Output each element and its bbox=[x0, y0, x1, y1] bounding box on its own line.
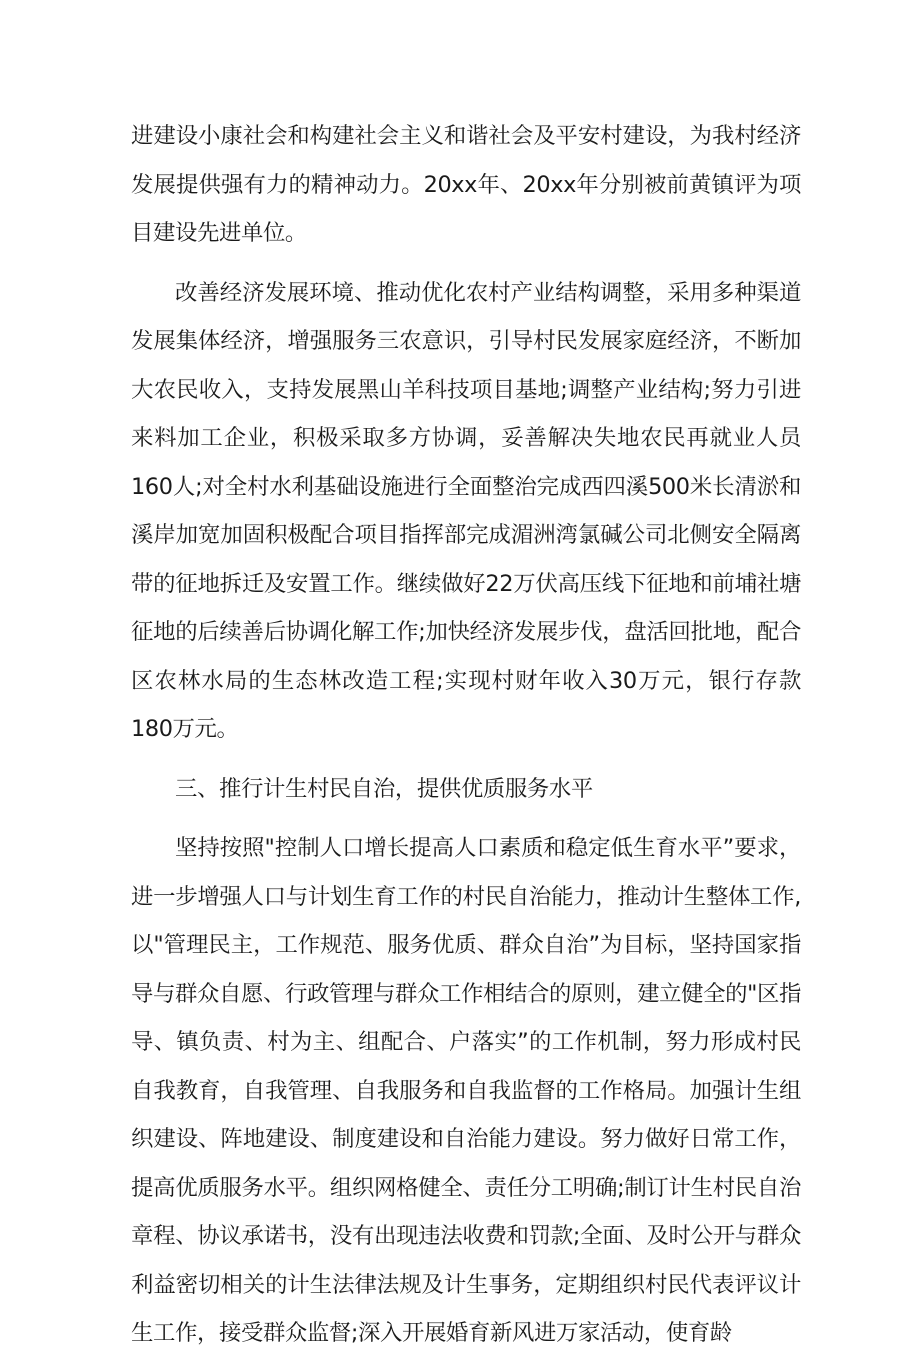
paragraph-family-planning: 坚持按照"控制人口增长提高人口素质和稳定低生育水平”要求，进一步增强人口与计划生育工作的村民自治能力，推动计生整体工作,以"管理民主，工作规范、服务优质、群众自治”为目标，坚持国家指导与群众自愿、行政管理与群众工作相结合的原则，建立健全的"区指导、镇负责、村为主、组配合、户落实”的工作机制，努力形成村民自我教育，自我管理、自我服务和自我监督的工作格局。加强计生组织建设、阵地建设、制度建设和自治能力建设。努力做好日常工作，提高优质服务水平。组织网格健全、责任分工明确;制订计生村民自治章程、协议承诺书，没有出现违法收费和罚款;全面、及时公开与群众利益密切相关的计生法律法规及计生事务，定期组织村民代表评议计生工作，接受群众监督;深入开展婚育新风进万家活动，使育龄 bbox=[131, 835, 801, 1346]
paragraph-continuation: 进建设小康社会和构建社会主义和谐社会及平安村建设，为我村经济发展提供强有力的精神动力。20xx年、20xx年分别被前黄镇评为项目建设先进单位。 bbox=[131, 123, 801, 246]
document-body bbox=[131, 112, 801, 1369]
paragraph-economic-development: 改善经济发展环境、推动优化农村产业结构调整，采用多种渠道发展集体经济，增强服务三农意识，引导村民发展家庭经济，不断加大农民收入，支持发展黑山羊科技项目基地;调整产业结构;努力引进来料加工企业，积极采取多方协调，妥善解决失地农民再就业人员160人;对全村水利基础设施进行全面整治完成西四溪500米长清淤和溪岸加宽加固积极配合项目指挥部完成湄洲湾氯碱公司北侧安全隔离带的征地拆迁及安置工作。继续做好22万伏高压线下征地和前埔社塘征地的后续善后协调化解工作;加快经济发展步伐，盘活回批地，配合区农林水局的生态林改造工程;实现村财年收入30万元，银行存款180万元。 bbox=[131, 279, 801, 742]
section-heading-family-planning: 三、推行计生村民自治，提供优质服务水平 bbox=[175, 775, 593, 802]
